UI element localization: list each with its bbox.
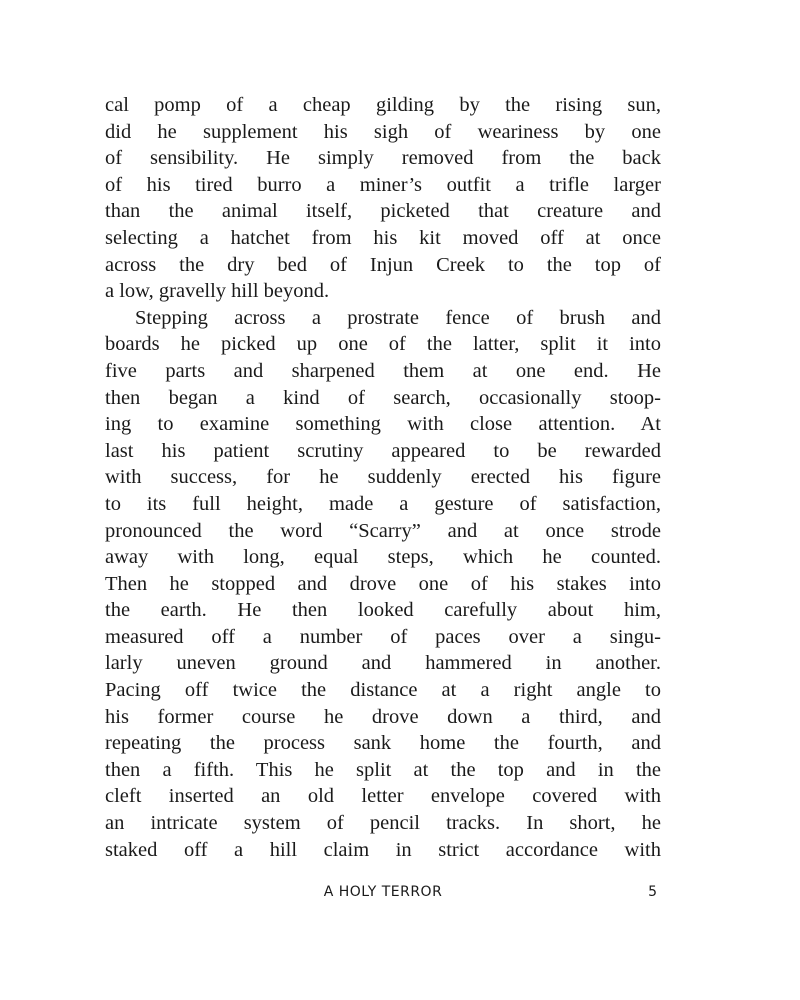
text-line: last his patient scrutiny appeared to be rewarded (105, 439, 661, 462)
text-line: away with long, equal steps, which he counted. (105, 546, 661, 569)
paragraph-end-line: a low, gravelly hill beyond. (105, 280, 330, 303)
text-line: cal pomp of a cheap gilding by the rising sun, (105, 94, 661, 116)
text-line: to its full height, made a gesture of satisfaction, (105, 492, 661, 515)
text-line: Pacing off twice the distance at a right angle to (105, 679, 661, 702)
text-line: staked off a hill claim in strict accordance with (105, 838, 661, 861)
text-line: pronounced the word “Scarry” and at once strode (105, 519, 661, 542)
text-line: larly uneven ground and hammered in another. (105, 652, 661, 675)
text-line: ing to examine something with close attention. At (105, 413, 661, 436)
text-line: boards he picked up one of the latter, split it into (105, 333, 661, 356)
text-line: Then he stopped and drove one of his stakes into (105, 572, 661, 595)
text-line: cleft inserted an old letter envelope covered with (105, 785, 661, 808)
text-line: an intricate system of pencil tracks. In short, he (105, 812, 661, 835)
text-line: with success, for he suddenly erected his figure (105, 466, 661, 489)
text-line: repeating the process sank home the fourth, and (105, 732, 661, 755)
text-line: his former course he drove down a third, and (105, 705, 661, 728)
text-line: than the animal itself, picketed that creature and (105, 200, 661, 223)
running-title: A HOLY TERROR (323, 884, 443, 900)
text-line: then a fifth. This he split at the top and in the (105, 758, 661, 781)
text-line: of his tired burro a miner’s outfit a trifle larger (105, 173, 661, 196)
paragraph-start-line: Stepping across a prostrate fence of brush and (135, 306, 661, 329)
text-line: measured off a number of paces over a singu- (105, 625, 661, 648)
page-footer (105, 884, 661, 906)
text-line: did he supplement his sigh of weariness by one (105, 120, 661, 143)
text-line: the earth. He then looked carefully about him, (105, 599, 661, 622)
text-line: five parts and sharpened them at one end. He (105, 359, 661, 382)
text-line: across the dry bed of Injun Creek to the top of (105, 253, 661, 276)
text-line: of sensibility. He simply removed from the back (105, 147, 661, 170)
page-number: 5 (648, 884, 657, 900)
text-line: then began a kind of search, occasionally stoop- (105, 386, 661, 409)
text-line: selecting a hatchet from his kit moved off at once (105, 226, 661, 249)
body-text (105, 92, 661, 863)
